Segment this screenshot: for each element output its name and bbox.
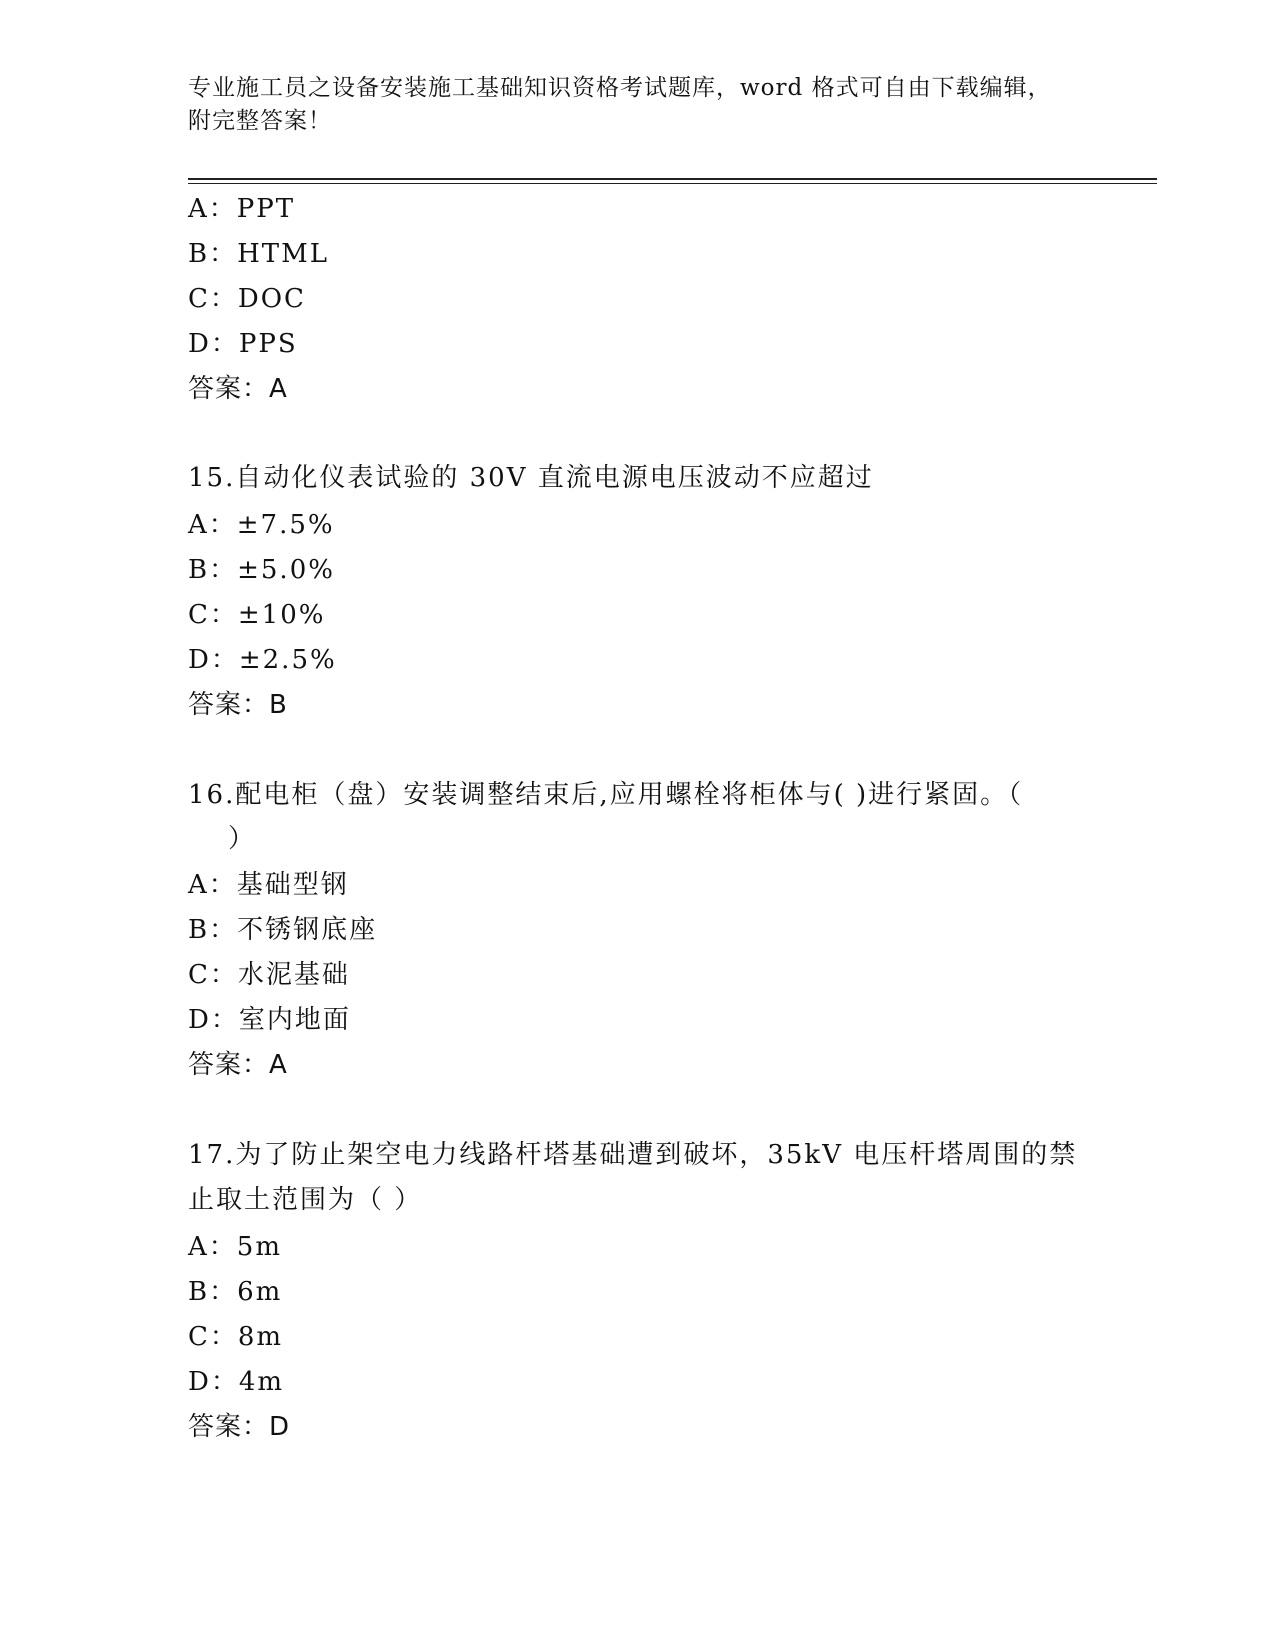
q14-option-a: A：PPT [188,194,296,224]
q17-option-c: C：8m [188,1322,284,1352]
q16-option-c: C：水泥基础 [188,960,350,990]
q16-answer: 答案：A [188,1050,288,1080]
q17-question-line-1: 17.为了防止架空电力线路杆塔基础遭到破坏，35kV 电压杆塔周围的禁 [188,1140,1078,1170]
header-line-2: 附完整答案！ [188,108,332,134]
q14-option-c: C：DOC [188,284,306,314]
q16-question-line-2: ） [228,824,257,854]
q15-question: 15.自动化仪表试验的 30V 直流电源电压波动不应超过 [188,463,874,493]
q17-option-b: B：6m [188,1277,283,1307]
q16-option-a: A：基础型钢 [188,870,349,900]
header-rule-thick [188,178,1157,180]
q16-option-d: D：室内地面 [188,1005,351,1035]
header-line-1: 专业施工员之设备安装施工基础知识资格考试题库，word 格式可自由下载编辑， [188,75,1052,101]
q16-question-line-1: 16.配电柜（盘）安装调整结束后,应用螺栓将柜体与( )进行紧固。（ [188,780,1024,810]
q16-option-b: B：不锈钢底座 [188,915,378,945]
q15-answer: 答案：B [188,690,288,720]
q14-option-d: D：PPS [188,329,298,359]
q17-question-line-2: 止取土范围为（ ） [188,1185,423,1215]
q17-option-d: D：4m [188,1367,285,1397]
q14-answer: 答案：A [188,374,288,404]
q15-option-c: C：±10% [188,600,326,630]
q15-option-d: D：±2.5% [188,645,337,675]
header-rule-thin [188,183,1157,184]
document-header [188,72,1088,138]
q17-answer: 答案：D [188,1412,291,1442]
q14-option-b: B：HTML [188,239,330,269]
q15-option-b: B：±5.0% [188,555,335,585]
q17-option-a: A：5m [188,1232,282,1262]
q15-option-a: A：±7.5% [188,510,335,540]
